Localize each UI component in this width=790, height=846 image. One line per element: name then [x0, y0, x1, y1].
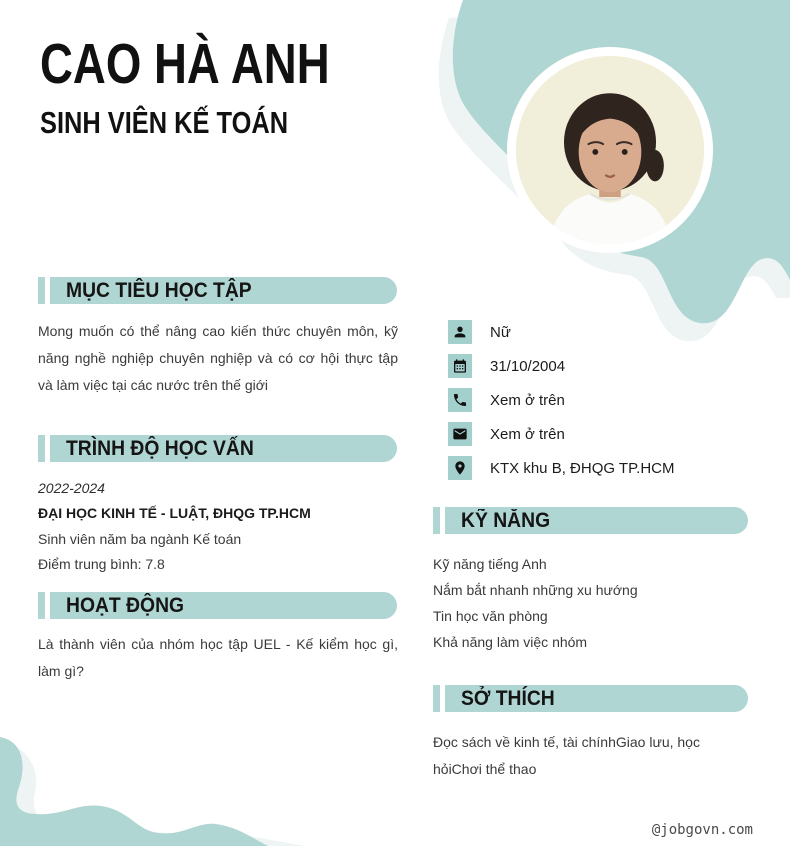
calendar-icon	[448, 354, 472, 378]
objective-text: Mong muốn có thể nâng cao kiến thức chuyên môn, kỹ năng nghề nghiệp chuyên nghiệp và có cơ hội thực tập và làm việc tại các nước trên thế giới	[38, 323, 398, 393]
section-title-bar	[50, 277, 397, 304]
section-title-skills: KỸ NĂNG	[461, 508, 551, 532]
section-accent-bar	[38, 435, 45, 462]
section-header-hobbies	[433, 685, 748, 712]
section-header-skills	[433, 507, 748, 534]
user-icon	[448, 320, 472, 344]
skill-item: Kỹ năng tiếng Anh	[433, 556, 547, 572]
info-phone: Xem ở trên	[490, 391, 565, 409]
profile-photo-ring	[507, 47, 713, 253]
watermark: @jobgovn.com	[651, 822, 753, 838]
section-title-bar	[50, 435, 397, 462]
info-row-email	[448, 422, 748, 446]
education-gpa: Điểm trung bình: 7.8	[38, 556, 165, 573]
skills-list	[433, 551, 749, 655]
info-gender: Nữ	[490, 323, 511, 341]
candidate-name: CAO HÀ ANH	[40, 32, 330, 96]
section-title-education: TRÌNH ĐỘ HỌC VẤN	[66, 436, 254, 460]
section-accent-bar	[433, 685, 440, 712]
info-address: KTX khu B, ĐHQG TP.HCM	[490, 459, 675, 477]
section-header-objective	[38, 277, 397, 304]
section-header-activities	[38, 592, 397, 619]
skill-item: Tin học văn phòng	[433, 608, 548, 624]
section-accent-bar	[433, 507, 440, 534]
section-header-education	[38, 435, 397, 462]
activities-text: Là thành viên của nhóm học tập UEL - Kế kiểm học gì, làm gì?	[38, 636, 398, 679]
section-title-hobbies: SỞ THÍCH	[461, 686, 555, 710]
email-icon	[448, 422, 472, 446]
info-email: Xem ở trên	[490, 425, 565, 443]
location-icon	[448, 456, 472, 480]
education-entry	[38, 476, 398, 578]
education-period: 2022-2024	[38, 480, 105, 496]
skill-item: Khả năng làm việc nhóm	[433, 634, 588, 650]
section-title-objective: MỤC TIÊU HỌC TẬP	[66, 278, 252, 302]
profile-photo	[516, 56, 704, 244]
education-detail: Sinh viên năm ba ngành Kế toán	[38, 530, 242, 547]
info-row-birthdate	[448, 354, 748, 378]
hobbies-text: Đọc sách về kinh tế, tài chínhGiao lưu, học hỏiChơi thể thao	[433, 734, 700, 777]
profile-photo-illustration	[516, 56, 704, 244]
info-row-gender	[448, 320, 748, 344]
section-title-activities: HOẠT ĐỘNG	[66, 593, 185, 617]
section-accent-bar	[38, 277, 45, 304]
info-row-phone	[448, 388, 748, 412]
info-row-address	[448, 456, 748, 480]
section-title-bar	[50, 592, 397, 619]
skill-item: Nắm bắt nhanh những xu hướng	[433, 582, 638, 598]
section-accent-bar	[38, 592, 45, 619]
phone-icon	[448, 388, 472, 412]
candidate-job-title: SINH VIÊN KẾ TOÁN	[40, 105, 289, 140]
education-school: ĐẠI HỌC KINH TẾ - LUẬT, ĐHQG TP.HCM	[38, 505, 311, 522]
section-title-bar	[445, 507, 748, 534]
info-birthdate: 31/10/2004	[490, 357, 566, 375]
bottom-left-wave-shape	[0, 737, 268, 846]
section-title-bar	[445, 685, 748, 712]
personal-info-list	[448, 320, 748, 490]
